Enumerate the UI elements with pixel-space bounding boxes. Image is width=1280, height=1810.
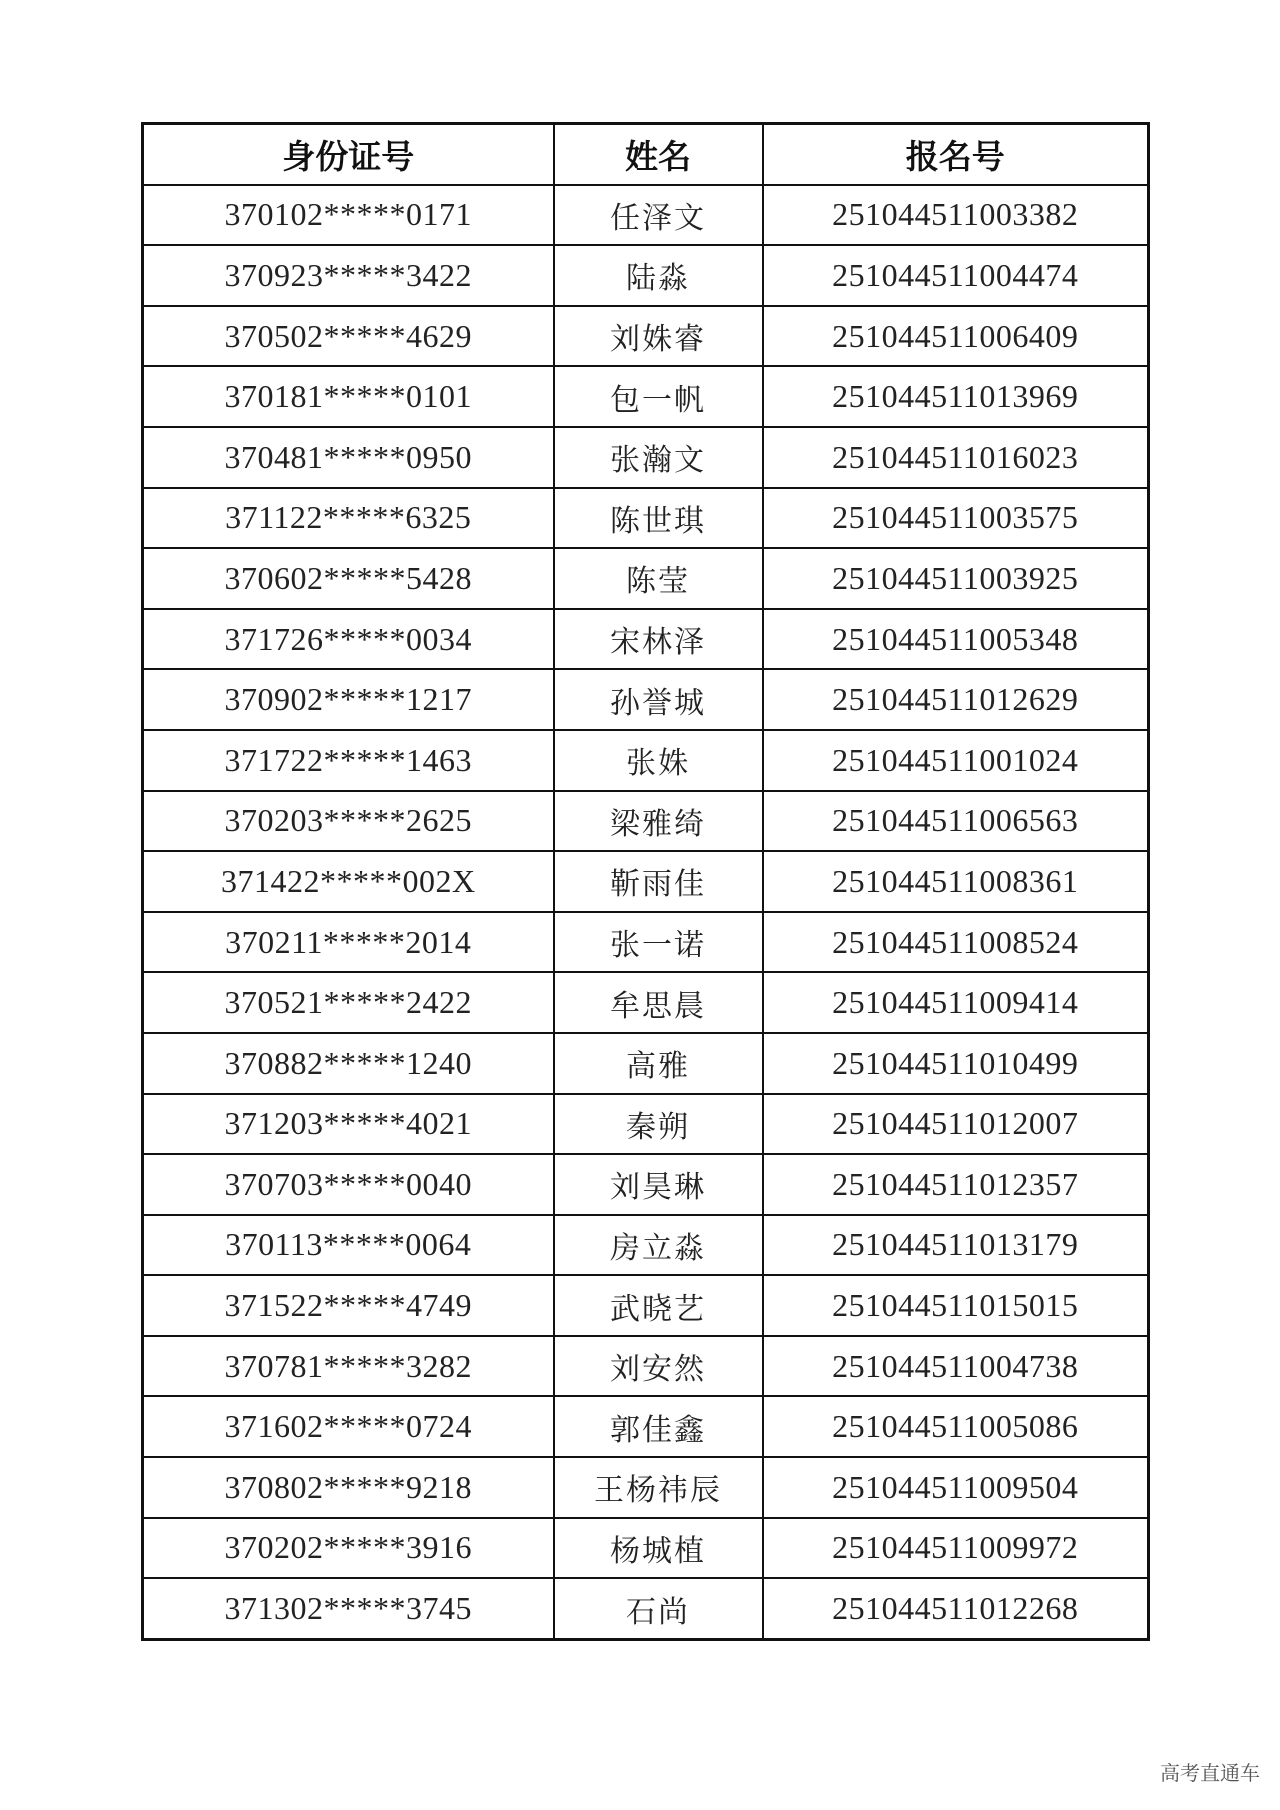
id-number-cell: 370181*****0101	[143, 366, 554, 427]
table-row	[143, 851, 1149, 912]
name-cell: 杨城植	[554, 1518, 763, 1579]
id-number-cell: 370211*****2014	[143, 912, 554, 973]
registration-number-cell: 251044511012268	[763, 1578, 1149, 1639]
table-row	[143, 1215, 1149, 1276]
registration-number-cell: 251044511006563	[763, 791, 1149, 852]
registration-number-cell: 251044511013179	[763, 1215, 1149, 1276]
header-name: 姓名	[554, 124, 763, 185]
registration-number-cell: 251044511004474	[763, 245, 1149, 306]
name-cell: 刘昊琳	[554, 1154, 763, 1215]
registration-number-cell: 251044511003575	[763, 488, 1149, 549]
name-cell: 梁雅绮	[554, 791, 763, 852]
id-number-cell: 370902*****1217	[143, 669, 554, 730]
registration-number-cell: 251044511003925	[763, 548, 1149, 609]
table-row	[143, 1518, 1149, 1579]
name-cell: 王杨祎辰	[554, 1457, 763, 1518]
name-cell: 房立淼	[554, 1215, 763, 1276]
table-row	[143, 366, 1149, 427]
registration-number-cell: 251044511006409	[763, 306, 1149, 367]
table-row	[143, 427, 1149, 488]
table-row	[143, 1154, 1149, 1215]
table-row	[143, 669, 1149, 730]
registration-number-cell: 251044511012357	[763, 1154, 1149, 1215]
registration-number-cell: 251044511008524	[763, 912, 1149, 973]
registration-number-cell: 251044511009972	[763, 1518, 1149, 1579]
name-cell: 高雅	[554, 1033, 763, 1094]
registration-number-cell: 251044511004738	[763, 1336, 1149, 1397]
table-row	[143, 1457, 1149, 1518]
registration-number-cell: 251044511001024	[763, 730, 1149, 791]
table-row	[143, 1336, 1149, 1397]
registration-number-cell: 251044511012007	[763, 1094, 1149, 1155]
header-row	[143, 124, 1149, 185]
table-row	[143, 1094, 1149, 1155]
registration-number-cell: 251044511012629	[763, 669, 1149, 730]
table-row	[143, 306, 1149, 367]
id-number-cell: 371203*****4021	[143, 1094, 554, 1155]
table-row	[143, 1578, 1149, 1639]
id-number-cell: 371522*****4749	[143, 1275, 554, 1336]
registration-number-cell: 251044511005086	[763, 1396, 1149, 1457]
table-row	[143, 1275, 1149, 1336]
name-cell: 孙誉城	[554, 669, 763, 730]
name-cell: 陈世琪	[554, 488, 763, 549]
name-cell: 张一诺	[554, 912, 763, 973]
name-cell: 张姝	[554, 730, 763, 791]
name-cell: 牟思晨	[554, 972, 763, 1033]
registration-number-cell: 251044511008361	[763, 851, 1149, 912]
id-number-cell: 370202*****3916	[143, 1518, 554, 1579]
name-cell: 任泽文	[554, 185, 763, 246]
id-number-cell: 370102*****0171	[143, 185, 554, 246]
id-number-cell: 370781*****3282	[143, 1336, 554, 1397]
header-id-number: 身份证号	[143, 124, 554, 185]
name-cell: 陆淼	[554, 245, 763, 306]
id-number-cell: 371726*****0034	[143, 609, 554, 670]
id-number-cell: 370481*****0950	[143, 427, 554, 488]
id-number-cell: 370802*****9218	[143, 1457, 554, 1518]
table-header	[143, 124, 1149, 185]
id-number-cell: 370923*****3422	[143, 245, 554, 306]
table-row	[143, 548, 1149, 609]
id-number-cell: 370502*****4629	[143, 306, 554, 367]
table-row	[143, 609, 1149, 670]
name-cell: 石尚	[554, 1578, 763, 1639]
table-row	[143, 488, 1149, 549]
registration-number-cell: 251044511013969	[763, 366, 1149, 427]
name-cell: 秦朔	[554, 1094, 763, 1155]
id-number-cell: 370521*****2422	[143, 972, 554, 1033]
id-number-cell: 371122*****6325	[143, 488, 554, 549]
registration-number-cell: 251044511016023	[763, 427, 1149, 488]
table-row	[143, 972, 1149, 1033]
name-cell: 包一帆	[554, 366, 763, 427]
table-row	[143, 1396, 1149, 1457]
table-row	[143, 912, 1149, 973]
id-number-cell: 371602*****0724	[143, 1396, 554, 1457]
name-cell: 张瀚文	[554, 427, 763, 488]
table-body	[143, 185, 1149, 1640]
table-row	[143, 791, 1149, 852]
watermark-text: 高考直通车	[1160, 1761, 1260, 1785]
registration-number-cell: 251044511009414	[763, 972, 1149, 1033]
name-cell: 武晓艺	[554, 1275, 763, 1336]
name-cell: 靳雨佳	[554, 851, 763, 912]
name-cell: 刘姝睿	[554, 306, 763, 367]
header-registration-number: 报名号	[763, 124, 1149, 185]
table-row	[143, 730, 1149, 791]
name-cell: 郭佳鑫	[554, 1396, 763, 1457]
id-number-cell: 371422*****002X	[143, 851, 554, 912]
id-number-cell: 370882*****1240	[143, 1033, 554, 1094]
id-number-cell: 370602*****5428	[143, 548, 554, 609]
registration-number-cell: 251044511010499	[763, 1033, 1149, 1094]
table-row	[143, 185, 1149, 246]
registration-number-cell: 251044511003382	[763, 185, 1149, 246]
registration-number-cell: 251044511015015	[763, 1275, 1149, 1336]
id-number-cell: 370703*****0040	[143, 1154, 554, 1215]
name-cell: 刘安然	[554, 1336, 763, 1397]
id-number-cell: 371722*****1463	[143, 730, 554, 791]
id-number-cell: 370203*****2625	[143, 791, 554, 852]
registration-number-cell: 251044511009504	[763, 1457, 1149, 1518]
id-number-cell: 371302*****3745	[143, 1578, 554, 1639]
id-number-cell: 370113*****0064	[143, 1215, 554, 1276]
table-row	[143, 245, 1149, 306]
name-cell: 宋林泽	[554, 609, 763, 670]
registration-number-cell: 251044511005348	[763, 609, 1149, 670]
name-cell: 陈莹	[554, 548, 763, 609]
table-row	[143, 1033, 1149, 1094]
admission-roster-table	[141, 122, 1150, 1641]
